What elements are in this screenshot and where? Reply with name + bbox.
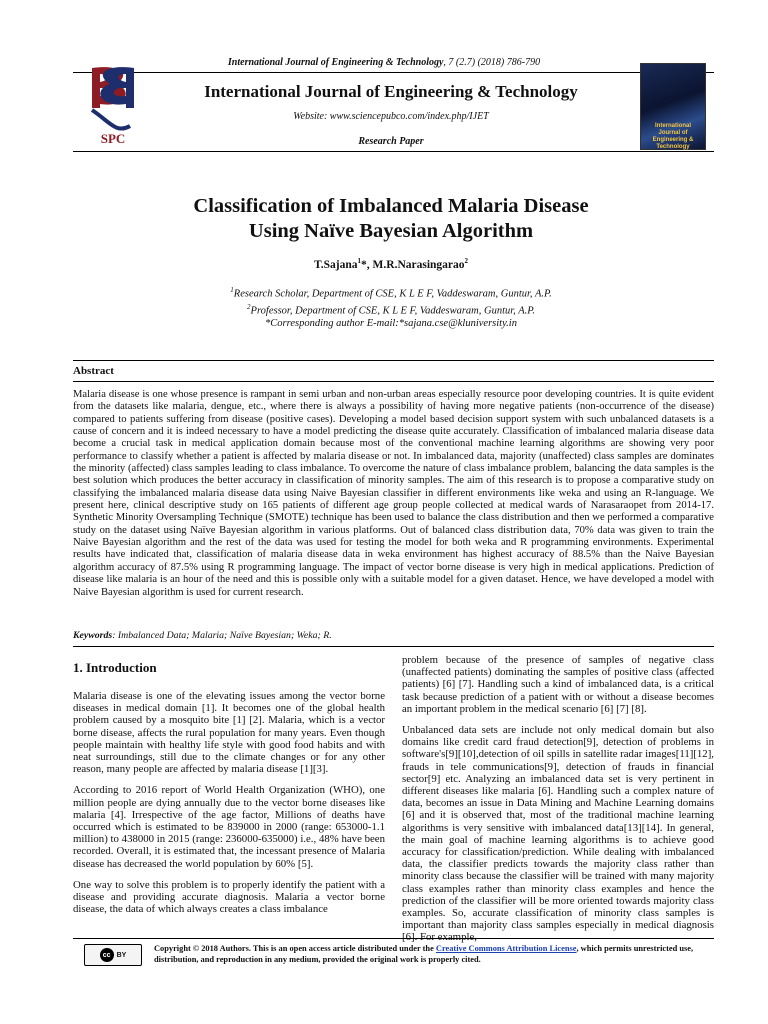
journal-cover-title: International Journal of Engineering & Technology [652,123,694,150]
header-rule-bottom [73,151,714,152]
keywords [73,630,332,641]
author-name: T.Sajana [313,258,358,271]
paragraph: One way to solve this problem is to properly identify the patient with a disease and providing accurate diagnosis. Malaria a vector borne disease, the data of which always creates a class imbalance [73,878,385,916]
author-name-2: *, M.R.Narasingarao [361,258,465,271]
paragraph: Unbalanced data sets are include not only medical domain but also domains like credit card fraud detection[9], detection of problems in software's[9][10],detection of oil spills in satellite radar images[11][12], frauds in tele communications[9], detection of frauds in financial sector[9] etc. Analyzing an imbalanced data set is very pertinent in different diseases like malaria [6]. Handling such a complex nature of data, becomes an issue in Data Mining and Machine Learning domains [6] and it is observed that, most of the traditional machine learning algorithms is very sensitive with imbalanced data[13][14]. In general, the main goal of machine learning algorithms is to achieve good accuracy for classification/prediction. While dealing with imbalanced data, the classifier predicts towards the majority class rather than minority class because the classifier will be trained with many majority class examples rather than minority class examples and hence the prediction of the classifier will be more oriented towards majority class examples. So, accurate classification of minority class samples is important than majority class samples especially in medical diagnosis [402,724,714,932]
paragraph: problem because of the presence of samples of negative class (unaffected patients) dominating the samples of positive class (affected patients) [6] [7]. Handling such a kind of imbalanced data, is a critical task because prediction of a patient with or without a disease becomes an important problem in the medical scenario [6] [7] [8]. [402,654,714,715]
affiliation-sup: 2 [247,303,251,311]
author-list [0,257,768,271]
section-heading-introduction: 1. Introduction [73,660,157,675]
corresponding-author: *Corresponding author E-mail:*sajana.cse@kluniversity.in [265,318,517,329]
copyright-prefix: Copyright © 2018 Authors. This is an open access article distributed under the [154,944,436,953]
left-column [73,690,385,924]
paragraph: According to 2016 report of World Health Organization (WHO), one million people are dying annually due to the vector borne diseases like malaria [4]. Irrespective of the age factor, Millions of deaths have occurred which is estimated to be 839000 in 2000 (range: 653000-1.1 million) to 438000 in 2015 (range: 236000-635000) i.e., 48% have been recorded. Overall, it is estimated that, the incessant presence of Malaria disease has decreased the world population by 60% [5]. [73,784,385,870]
journal-title: International Journal of Engineering & Technology [204,82,578,101]
affiliation-text: Professor, Department of CSE, K L E F, Vaddeswaram, Guntur, A.P. [250,305,535,317]
copyright-notice [154,943,714,965]
header-rule-top [73,72,714,73]
keywords-rule [73,646,714,647]
paper-title-line2: Using Naïve Bayesian Algorithm [248,220,534,242]
keywords-text: : Imbalanced Data; Malaria; Naïve Bayesian; Weka; R. [112,630,332,641]
logo-text: SPC [100,131,126,146]
journal-website: Website: www.sciencepubco.com/index.php/IJET [293,111,489,122]
cc-by-license-icon[interactable] [84,944,142,966]
paper-title-line1: Classification of Imbalanced Malaria Disease [193,195,589,217]
keywords-label: Keywords [73,630,113,641]
paper-title [0,194,768,244]
footer-rule [73,938,714,939]
paragraph: Malaria disease is one of the elevating issues among the vector borne diseases in medical domain [1]. It becomes one of the global health problem caused by a mosquito bite [1] [2]. Malaria, which is a vector borne disease, affects the rural population for many years. Even though people maintain with healthy life style with good food habits and with neat surroundings, still due to the climate changes or for any other reason, many people are affected by malaria disease [1][3]. [73,690,385,776]
affiliation-sup: 1 [230,286,234,294]
publisher-logo [80,64,146,146]
cc-icon: cc [100,948,114,962]
affiliation-1 [0,284,768,301]
paper-type-label: Research Paper [358,136,424,147]
author-sup-2: 2 [464,257,469,265]
abstract-rule-top [73,360,714,361]
affiliation-text: Research Scholar, Department of CSE, K L E F, Vaddeswaram, Guntur, A.P. [233,288,552,300]
journal-volume: , 7 (2.7) (2018) 786-790 [443,57,541,68]
journal-name: International Journal of Engineering & Technology [227,57,444,68]
abstract-text: Malaria disease is one whose presence is rampant in semi urban and non-urban areas especially resource poor developing countries. It is quite evident from the datasets like malaria, dengue, etc., where there is always a possibility of having more negative patients (non-occurrence of the disease) compared to patients suffering from disease (positive cases). Developing a model based decision support system with such unbalanced datasets is a cause of concern and it is indeed necessary to have a model predicting the disease quite accurately. Classification of imbalanced malaria disease data become a crucial task in medical application domain because most of the conventional machine learning algorithms are showing very poor performance to classify whether a patient is affected by malaria disease or not. In imbalanced data, majority (unaffected) class samples are dominates the minority (affected) class samples leading to class imbalance. To overcome the nature of class imbalance problem, balancing the data samples is the best solution which produces the better accuracy in classification of minority samples. The aim of this research is to propose a comparative study on classifying the imbalanced malaria disease data using Naive Bayesian classifier in different environments like weka and using an R-language. We present here, clinical descriptive study on 165 patients of different age group people collected at medical wards of Narasaraopet from 2014-17. Synthetic Minority Oversampling Technique (SMOTE) technique has been used to balance the class distribution and then we performed a comparative study on the dataset using Naïve Bayesian algorithm in various platforms. Out of balanced class distribution data, 70% data was given to train the Naive Bayesian algorithm and the rest of the data was used for testing the model for both weka and R programming environments. Experimental results have indicated that, classification of malaria disease data in weka environment has highest accuracy of 88.5% than the Naive Bayesian algorithm accuracy of 87.5% using R programming language. The impact of vector borne disease is very high in medical applications. Prediction of disease like malaria is an hour of the need and this is possible only with a suitable model for a given dataset. Hence, we have developed a model with Naive Bayesian algorithm is used for current research. [73,389,714,598]
by-icon: BY [116,951,127,959]
abstract-rule-mid [73,381,714,382]
right-column [402,654,714,953]
copyright-suffix: , which permits unrestricted use, distribution, and reproduction in any medium, provided the original work is properly cited. [154,944,694,964]
affiliations [0,284,768,331]
abstract-heading: Abstract [73,365,114,377]
affiliation-2 [0,301,768,318]
license-link[interactable]: Creative Commons Attribution License [435,944,577,953]
author-sup-1: 1 [357,257,362,265]
